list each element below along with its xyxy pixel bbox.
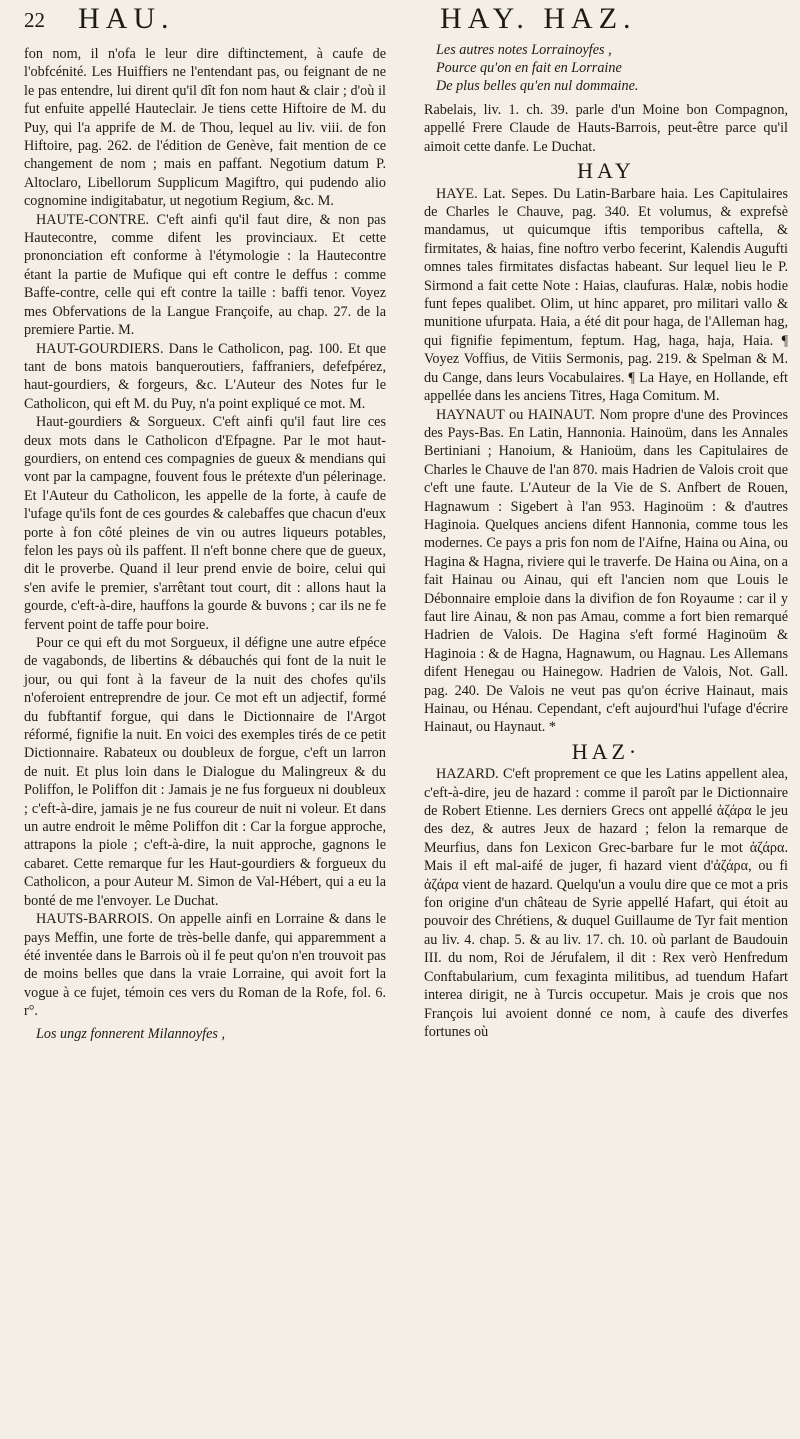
verse-line: Les autres notes Lorrainoyfes ,	[436, 42, 612, 58]
entry-sorgueux: Pour ce qui eft du mot Sorgueux, il défigne une autre efpéce de vagabonds, de libertins & débauchés qui font de la nuit le jour, ou qui font à la faveur de la nuit des chofes qu'ils n'oferoient entreprendre de jour. Ce mot eft un adjectif, formé du fubftantif forgue, qui dans le Dictionnaire de l'Argot réformé, fignifie la nuit. En voici des exemples tirés de ce petit Dictionnaire. Rabateux ou doubleux de forgue, c'eft un larron de nuit. Et plus loin dans le Dialogue du Malingreux & du Poliffon, le Poliffon dit : Jamais je ne fus forgueux ni doubleux ; c'eft-à-dire, jamais je ne fus coureur de nuit ni voleur. Et dans un autre endroit le même Poliffon dit : Car la forgue approche, attrapons la piole ; c'eft-à-dire, la nuit approche, gagnons le cabaret. Cette remarque fur les Haut-gourdiers & forgueux du Catholicon, a pour Auteur M. Simon de Val-Hébert, qui a eu la bonté de me l'envoyer. Le Duchat.	[24, 635, 386, 909]
verse-left	[36, 1025, 386, 1043]
verse-line: Los ungz fonnerent Milannoyfes ,	[36, 1025, 226, 1042]
entry-hauts-barrois: HAUTS-BARROIS. On appelle ainfi en Lorraine & dans le pays Meffin, une forte de très-belle danfe, qui apparemment a été inventée dans le Barrois où il fe peut qu'on n'en trouvoit pas de moins belles que dans la vraie Lorraine, qui avoit fort la vogue à ce fujet, témoin ces vers du Roman de la Rofe, fol. 6. r°.	[24, 911, 386, 1020]
verse-right	[436, 41, 788, 95]
verse-line: De plus belles qu'en nul dommaine.	[436, 78, 639, 94]
entry-haye: HAYE. Lat. Sepes. Du Latin-Barbare haia. Les Capitulaires de Charles le Chauve, pag. 340. Et volumus, & exprefsè mandamus, ut quicumque iftis temporibus caftella, & firmitates, & haias, fine noftro verbo fecerint, Kalendis Augufti omnes tales firmitates disfactas habeant. Sur lequel lieu le P. Sirmond a fait cette Note : Haias, claufuras. Halæ, nobis hodie funt fepes qualibet. Olim, ut hinc apparet, pro militari vallo & munitione ufurpata. Haia, a été dit pour haga, de l'Alleman hag, qui fignifie fepimentum, feptum. Hag, haga, haja, Haia. ¶ Voyez Voffius, de Vitiis Sermonis, pag. 219. & Spelman & M. du Cange, dans leurs Vocabulaires. ¶ La Haye, en Hollande, eft appellée dans les anciens Titres, Haga Comitum. M.	[424, 185, 788, 405]
left-column	[24, 45, 386, 1049]
running-head-right: HAY. HAZ.	[440, 2, 637, 35]
running-head-left: HAU.	[78, 2, 175, 35]
section-heading-haz: HAZ·	[571, 738, 641, 764]
entry-haynaut: HAYNAUT ou HAINAUT. Nom propre d'une des Provinces des Pays-Bas. En Latin, Hannonia. Hainoüm, dans les Annales Bertiniani ; Hanoium, & Hanioüm, dans les Capitulaires de Charles le Chauve de l'an 870. mais Hadrien de Valois croit que c'eft une faute. L'Auteur de la Vie de S. Anfbert de Rouen, Hagnawum : Sigebert à l'an 953. Haginoüm : & d'autres Haginoia. Quelques anciens difent Hannonia, comme tous les modernes. Ce pays a pris fon nom de l'Aifne, Haina ou Aina, ou Hagina & Hagna, riviere qui le traverfe. De Haina ou Aina, on a fait Hainau ou Ainau, qui eft l'ancien nom que Louis le Débonnaire emploie dans la divifion de fon Royaume : car il y faut lire Ainau, & non pas Amau, comme a fort bien remarqué Hadrien de Valois. De Hagina s'eft formé Haginoüm & Haginoia : & de Hagna, Hagnawum, ou Hagnau. Les Allemans difent Henegau ou Hainegow. Hadrien de Valois, Not. Gall. pag. 240. De Valois ne veut pas qu'on écrive Hainaut, mais Hainau, ou Hénau. Cependant, c'eft aujourd'hui l'ufage d'écrire Hainaut, ou Haynaut. *	[424, 406, 788, 736]
entry-rabelais: Rabelais, liv. 1. ch. 39. parle d'un Moine bon Compagnon, appellé Frere Claude de Hauts-Barrois, peut-être parce qu'il aimoit cette danfe. Le Duchat.	[424, 102, 788, 155]
verse-line: Pource qu'on en fait en Lorraine	[436, 60, 622, 76]
entry-haut-gourdiers: HAUT-GOURDIERS. Dans le Catholicon, pag. 100. Et que tant de bons matois banqueroutiers, faffraniers, defefpérez, haut-gourdiers, & forgeurs, &c. L'Auteur des Notes fur le Catholicon, qui eft M. du Puy, n'a point expliqué ce mot. M.	[24, 340, 386, 412]
section-heading-hay: HAY	[577, 158, 635, 184]
page-number: 22	[24, 8, 45, 32]
entry-haut-gourdiers-sorgueux: Haut-gourdiers & Sorgueux. C'eft ainfi qu'il faut lire ces deux mots dans le Catholicon d'Efpagne. Par le mot haut-gourdiers, on entend ces compagnies de gueux & mendians qui vont par la campagne, fouvent fous le prétexte d'un pélerinage. Et l'Auteur du Catholicon, les appelle de la forte, à caufe de l'ufage qu'ils font de ces gourdes & calebaffes que chacun d'eux porte à fon côté pleines de vin ou autres liqueurs potables, felon les pays où ils paffent. Il n'eft bonne chere que de gueux, dit le proverbe. Quand il leur prend envie de boire, celui qui s'en avife le premier, s'arrêtant tout court, dit : allons haut la gourde, c'eft-à-dire, hauffons la gourde & buvons ; car ils ne fe fervent point de taffe pour boire.	[24, 414, 386, 633]
entry-continuation: fon nom, il n'ofa le leur dire diftinctement, à caufe de l'obfcénité. Les Huiffiers ne l'entendant pas, ou feignant de ne le pas entendre, lui dirent qu'il dît fon nom haut & clair ; d'où il fut enfuite appellé Hauteclair. Je tiens cette Hiftoire de M. du Puy, qui l'a apprife de M. de Thou, lequel au liv. viii. de fon Hiftoire, pag. 262. de l'édition de Genève, fait mention de ce changement de nom ; mais en paffant. Negotium datum P. Altoclaro, Libellorum Supplicum Magiftro, qui pudendo alio cognomine indigitabatur, ut negotium Regium, &c. M.	[24, 46, 386, 210]
entry-haute-contre: HAUTE-CONTRE. C'eft ainfi qu'il faut dire, & non pas Hautecontre, comme difent les provinciaux. Et cette prononciation eft conforme à l'étymologie : la Hautecontre étant la partie de Mufique qui eft contre le deffus : comme Baffe-contre, celle qui eft contre la taille : baffi tenor. Voyez mes Obfervations de la Langue Françoife, au chap. 27. de la premiere Partie. M.	[24, 211, 386, 339]
right-column	[424, 37, 788, 1041]
entry-hazard: HAZARD. C'eft proprement ce que les Latins appellent alea, c'eft-à-dire, jeu de hazard : comme il paroît par le Dictionnaire de Robert Etienne. Les derniers Grecs ont appellé ἀζάρα le jeu des dez, & autres Jeux de hazard ; felon la remarque de Meurfius, dans fon Lexicon Grec-barbare fur le mot ἀζάρα. Mais il eft mal-aifé de juger, fi hazard vient d'ἀζάρα, ou fi ἀζάρα vient de hazard. Quelqu'un a voulu dire que ce mot a pris fon origine d'un château de Syrie appellé Hafart, qui étoit au pouvoir des Chrétiens, & duquel Guillaume de Tyr fait mention au liv. 4. chap. 5. & au liv. 17. ch. 10. où parlant de Baudouin III. du nom, Roi de Jérufalem, il dit : Rex verò Henfredum Conftabularium, cum fexaginta militibus, ad tuendum Hafart interea dirigit, ne à Turcis occupetur. Mais je crois que nos François lui avoient donné ce nom, à caufe des diverfes fortunes où	[424, 766, 788, 1040]
